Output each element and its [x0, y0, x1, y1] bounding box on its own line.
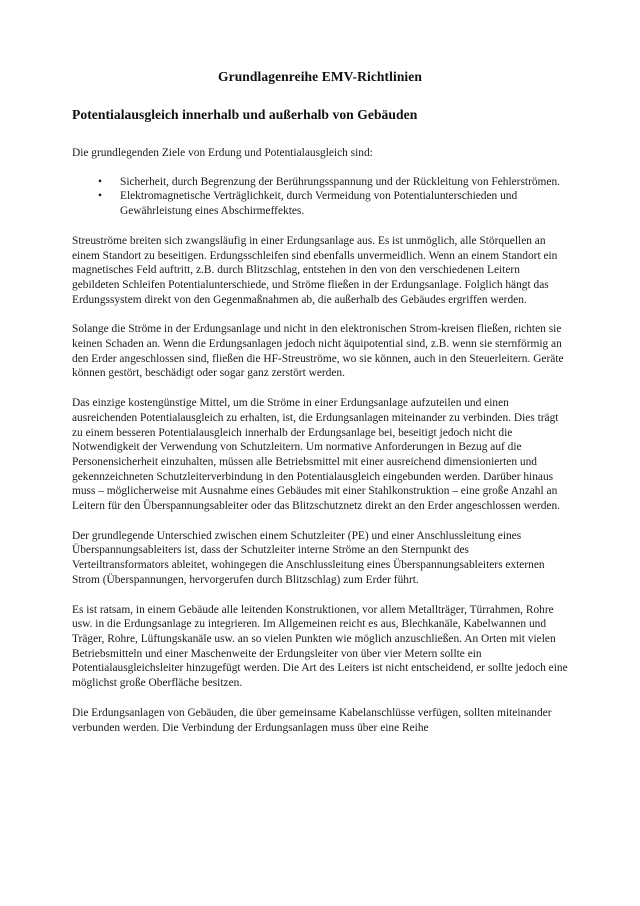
body-paragraph: Es ist ratsam, in einem Gebäude alle leitenden Konstruktionen, vor allem Metallträger, Türrahmen, Rohre usw. in die Erdungsanlage zu integrieren. Im Allgemeinen reicht es aus, Blechkanäle, Kabelwannen und Träger, Rohre, Lüftungskanäle usw. an so vielen Punkten wie möglich anzuschließen. An Orten mit vielen Betriebsmitteln und einer Maschenweite der Erdungsleiter von über vier Metern sollte ein Potentialausgleichsleiter hinzugefügt werden. Die Art des Leiters ist nicht entscheidend, er sollte jedoch eine möglichst große Oberfläche besitzen.: [72, 603, 568, 690]
body-paragraph: Solange die Ströme in der Erdungsanlage und nicht in den elektronischen Strom-kreisen fließen, richten sie keinen Schaden an. Wenn die Erdungsanlagen jedoch nicht äquipotential sind, z.B. wenn sie sternförmig an den Erder angeschlossen sind, fließen die HF-Streuströme, wo sie können, auch in den Steuerleitern. Geräte können gestört, beschädigt oder sogar ganz zerstört werden.: [72, 323, 564, 380]
list-item: [72, 189, 568, 218]
list-item-label: Elektromagnetische Verträglichkeit, durch Vermeidung von Potentialunterschieden und Gewährleistung eines Abschirmeffektes.: [120, 190, 518, 218]
body-paragraph: Der grundlegende Unterschied zwischen einem Schutzleiter (PE) und einer Anschlussleitung eines Überspannungsableiters ist, dass der Schutzleiter interne Ströme an den Sternpunkt des Verteiltransformators ableitet, wohingegen die Anschlussleitung eines Überspannungsableiters externen Strom (Überspannungen, hervorgerufen durch Blitzschlag) zum Erder führt.: [72, 529, 545, 586]
bullet-point-icon: •: [98, 175, 102, 188]
intro-paragraph: Die grundlegenden Ziele von Erdung und Potentialausgleich sind:: [72, 147, 373, 159]
goals-bullet-list: [72, 175, 568, 219]
bullet-point-icon: •: [98, 190, 102, 203]
body-paragraph: Streuströme breiten sich zwangsläufig in einer Erdungsanlage aus. Es ist unmöglich, alle Störquellen an einem Standort zu beseitigen. Erdungsschleifen sind ebenfalls unvermeidlich. Wenn an einem Standort ein magnetisches Feld auftritt, z.B. durch Blitzschlag, entstehen in den von den verschiedenen Leitern gebildeten Schleifen Potentialunterschiede, und Ströme fließen in der Erdungsanlage. Folglich hängt das Erdungssystem direkt von den Gegenmaßnahmen ab, die außerhalb des Gebäudes ergriffen werden.: [72, 234, 558, 306]
document-subtitle: Potentialausgleich innerhalb und außerhalb von Gebäuden: [72, 107, 418, 122]
list-item-label: Sicherheit, durch Begrenzung der Berührungsspannung und der Rückleitung von Fehlerströmen.: [120, 175, 561, 188]
list-item: [72, 175, 568, 190]
body-paragraph: Die Erdungsanlagen von Gebäuden, die über gemeinsame Kabelanschlüsse verfügen, sollten miteinander verbunden werden. Die Verbindung der Erdungsanlagen muss über eine Reihe: [72, 706, 552, 734]
document-title: Grundlagenreihe EMV-Richtlinien: [218, 69, 422, 84]
body-paragraph: Das einzige kostengünstige Mittel, um die Ströme in einer Erdungsanlage aufzuteilen und einen ausreichenden Potentialausgleich zu erhalten, ist, die Erdungsanlagen miteinander zu verbinden. Dies trägt zu einem besseren Potentialausgleich innerhalb der Erdungsanlage bei, beseitigt jedoch nicht die Notwendigkeit der Verwendung von Schutzleitern. Um normative Anforderungen in Bezug auf die Personensicherheit einzuhalten, müssen alle Betriebsmittel mit einer ausreichend dimensionierten und gekennzeichneten Schutzleiterverbindung in den Potentialausgleich eingebunden werden. Darüber hinaus muss – möglicherweise mit Ausnahme eines Gebäudes mit einer Stahlkonstruktion – eine große Anzahl an Leitern für den Überspannungsableiter oder das Blitzschutznetz direkt an den Erder angeschlossen werden.: [72, 397, 561, 513]
